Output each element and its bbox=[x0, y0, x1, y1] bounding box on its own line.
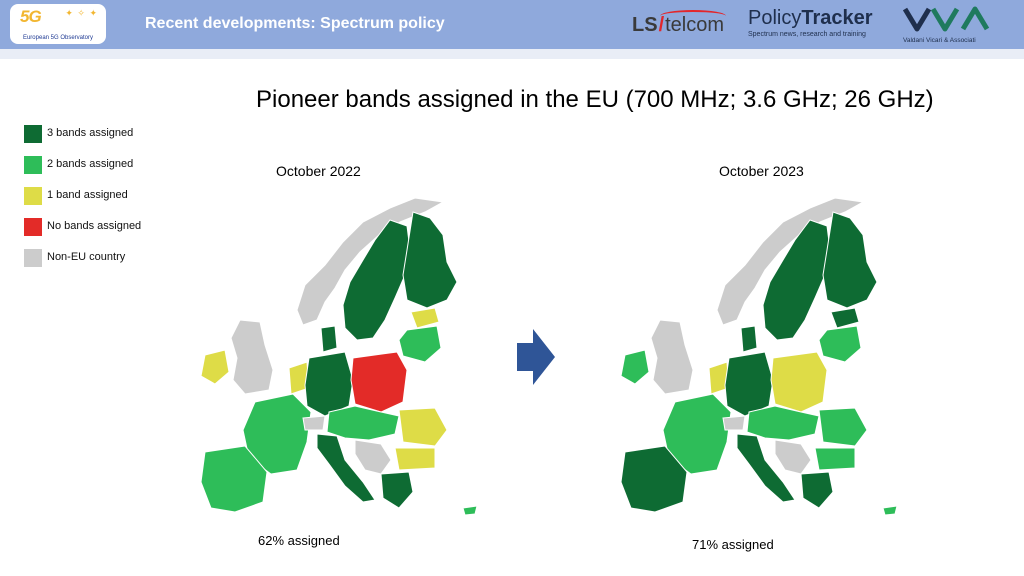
europe-map-2023 bbox=[605, 190, 905, 520]
legend-label: Non-EU country bbox=[47, 251, 126, 263]
country-cyprus bbox=[463, 506, 477, 515]
country-central-europe bbox=[747, 406, 819, 440]
policytracker-logo: PolicyTracker Spectrum news, research and training bbox=[748, 7, 873, 38]
arrow-right-icon bbox=[517, 329, 555, 385]
legend-swatch bbox=[24, 249, 42, 267]
country-baltics bbox=[399, 326, 441, 362]
country-uk bbox=[231, 320, 273, 394]
country-baltics bbox=[819, 326, 861, 362]
legend-swatch bbox=[24, 125, 42, 143]
country-poland bbox=[351, 352, 407, 412]
country-germany bbox=[305, 352, 353, 416]
legend-swatch bbox=[24, 156, 42, 174]
policytracker-tagline: Spectrum news, research and training bbox=[748, 31, 866, 38]
country-finland bbox=[823, 212, 877, 308]
country-uk bbox=[651, 320, 693, 394]
map-date-label-2022: October 2022 bbox=[276, 163, 361, 179]
legend-swatch bbox=[24, 218, 42, 236]
country-finland bbox=[403, 212, 457, 308]
stars-icon: ✦ ✧ ✦ bbox=[65, 8, 98, 18]
legend-label: 2 bands assigned bbox=[47, 158, 134, 170]
country-estonia bbox=[831, 308, 859, 328]
country-greece bbox=[381, 472, 413, 508]
country-denmark bbox=[741, 326, 757, 352]
country-switzerland bbox=[303, 416, 325, 430]
country-romania bbox=[819, 408, 867, 446]
country-ireland bbox=[201, 350, 229, 384]
legend-label: 1 band assigned bbox=[47, 189, 128, 201]
country-balkans bbox=[775, 440, 811, 474]
assigned-percentage-2022: 62% assigned bbox=[258, 533, 340, 548]
country-denmark bbox=[321, 326, 337, 352]
country-greece bbox=[801, 472, 833, 508]
assigned-percentage-2023: 71% assigned bbox=[692, 537, 774, 552]
map-date-label-2023: October 2023 bbox=[719, 163, 804, 179]
country-ireland bbox=[621, 350, 649, 384]
5g-logo-caption: European 5G Observatory bbox=[22, 35, 94, 41]
country-estonia bbox=[411, 308, 439, 328]
country-cyprus bbox=[883, 506, 897, 515]
country-bulgaria bbox=[815, 448, 855, 470]
vva-caption: Valdani Vicari & Associati bbox=[903, 37, 976, 44]
european-5g-observatory-logo bbox=[10, 4, 106, 44]
country-central-europe bbox=[327, 406, 399, 440]
legend-label: 3 bands assigned bbox=[47, 127, 134, 139]
vva-mark-icon bbox=[903, 6, 995, 32]
5g-logo-mark: 5G bbox=[20, 7, 41, 26]
country-bulgaria bbox=[395, 448, 435, 470]
country-poland bbox=[771, 352, 827, 412]
country-switzerland bbox=[723, 416, 745, 430]
legend-label: No bands assigned bbox=[47, 220, 142, 232]
vva-logo bbox=[903, 6, 995, 44]
country-balkans bbox=[355, 440, 391, 474]
header-bar bbox=[0, 0, 1024, 49]
country-germany bbox=[725, 352, 773, 416]
slide-title: Pioneer bands assigned in the EU (700 MHz; 3.6 GHz; 26 GHz) bbox=[256, 86, 934, 113]
section-title: Recent developments: Spectrum policy bbox=[145, 15, 445, 32]
europe-map-2022 bbox=[185, 190, 485, 520]
header-divider bbox=[0, 49, 1024, 59]
legend-swatch bbox=[24, 187, 42, 205]
ls-telcom-logo: LS/telcom bbox=[632, 14, 725, 36]
country-romania bbox=[399, 408, 447, 446]
